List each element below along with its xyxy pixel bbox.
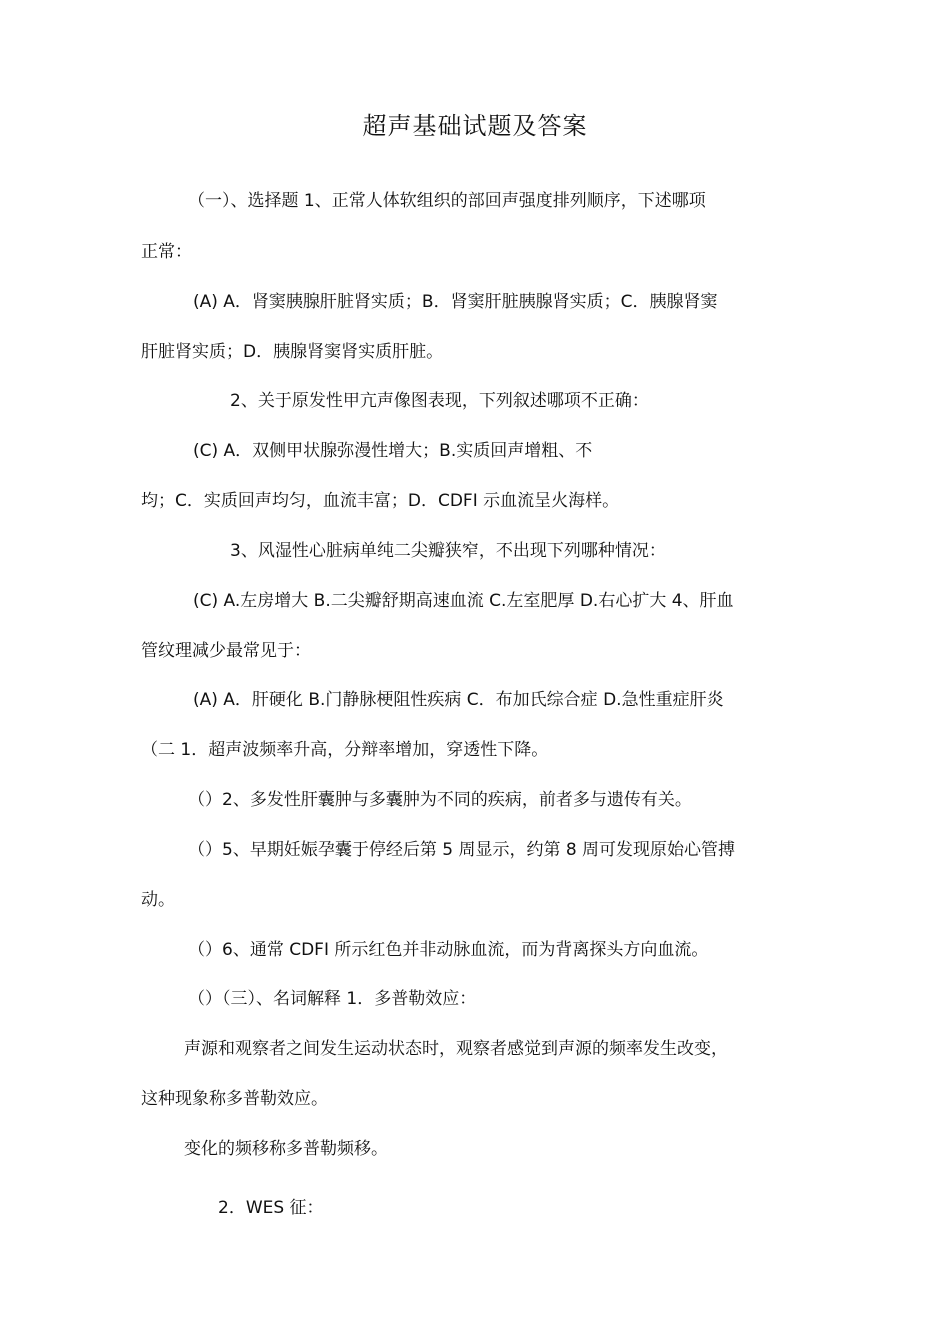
text-line-q3: 3、风湿性心脏病单纯二尖瓣狭窄，不出现下列哪种情况： — [230, 541, 666, 561]
document-title: 超声基础试题及答案 — [362, 112, 588, 140]
text-line-q3-options: (C) A.左房增大 B.二尖瓣舒期高速血流 C.左室肥厚 D.右心扩大 4、肝血 — [193, 591, 734, 611]
text-line-tf5: （）5、早期妊娠孕囊于停经后第 5 周显示，约第 8 周可发现原始心管搏 — [188, 840, 736, 860]
text-line-q2-options: (C) A．双侧甲状腺弥漫性增大；B.实质回声增粗、不 — [193, 441, 593, 461]
text-line-q4-cont: 管纹理减少最常见于： — [141, 641, 311, 661]
text-line-doppler-def: 声源和观察者之间发生运动状态时，观察者感觉到声源的频率发生改变， — [184, 1039, 728, 1059]
text-line-tf2: （）2、多发性肝囊肿与多囊肿为不同的疾病，前者多与遗传有关。 — [188, 790, 692, 810]
text-line-q4-options: (A) A．肝硬化 B.门静脉梗阻性疾病 C．布加氏综合症 D.急性重症肝炎 — [193, 690, 724, 710]
text-line-tf6: （）6、通常 CDFI 所示红色并非动脉血流，而为背离探头方向血流。 — [188, 940, 709, 960]
text-line-wes-sign: 2．WES 征： — [218, 1198, 324, 1218]
text-line-q2: 2、关于原发性甲亢声像图表现，下列叙述哪项不正确： — [230, 391, 649, 411]
text-line-q1: （一）、选择题 1、正常人体软组织的部回声强度排列顺序，下述哪项 — [188, 191, 706, 211]
text-line-q2-options-cont: 均；C．实质回声均匀，血流丰富；D．CDFI 示血流呈火海样。 — [141, 491, 620, 511]
text-line-section3: （）（三）、名词解释 1．多普勒效应： — [188, 989, 477, 1009]
text-line-doppler-shift: 变化的频移称多普勒频移。 — [184, 1139, 388, 1159]
text-line-q1-options: (A) A．肾窦胰腺肝脏肾实质；B．肾窦肝脏胰腺肾实质；C．胰腺肾窦 — [193, 292, 718, 312]
text-line-q1-cont: 正常： — [141, 242, 192, 262]
text-line-doppler-def-cont: 这种现象称多普勒效应。 — [141, 1089, 328, 1109]
text-line-tf1: （二 1．超声波频率升高，分辩率增加，穿透性下降。 — [141, 740, 549, 760]
text-line-q1-options-cont: 肝脏肾实质；D．胰腺肾窦肾实质肝脏。 — [141, 342, 444, 362]
text-line-tf5-cont: 动。 — [141, 890, 175, 910]
